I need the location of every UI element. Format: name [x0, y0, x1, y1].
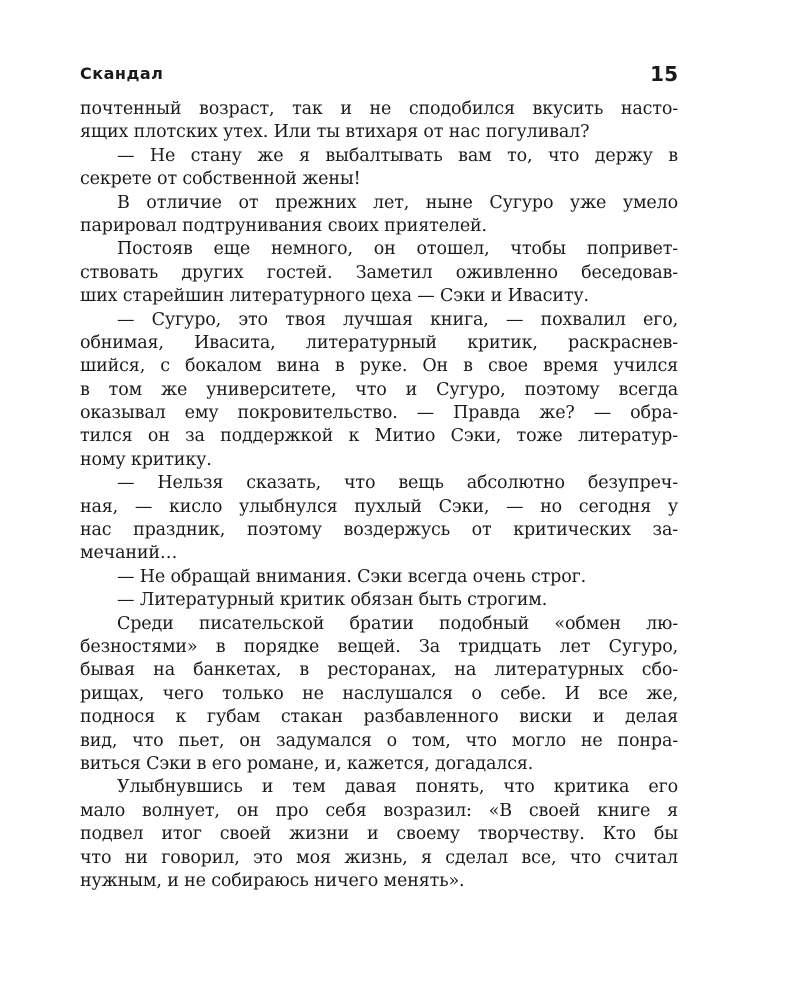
- text-line: оказывал ему покровительство. — Правда же? — обра-: [80, 403, 678, 424]
- text-line: Постояв еще немного, он отошел, чтобы попривет-: [117, 239, 678, 260]
- text-line: в том же университете, что и Сугуро, поэтому всегда: [80, 379, 678, 400]
- chapter-title: Скандал: [80, 64, 164, 83]
- text-line: бывая на банкетах, в ресторанах, на литературных сбо-: [80, 660, 678, 681]
- running-head: [80, 64, 680, 94]
- text-line: парировал подтрунивания своих приятелей.: [80, 215, 487, 236]
- text-line: безностями» в порядке вещей. За тридцать лет Сугуро,: [80, 636, 678, 657]
- text-line: В отличие от прежних лет, ныне Сугуро уже умело: [117, 192, 678, 213]
- text-line: — Не обращай внимания. Сэки всегда очень строг.: [117, 566, 587, 587]
- text-line: Среди писательской братии подобный «обмен лю-: [117, 613, 678, 634]
- text-line: виться Сэки в его романе, и, кажется, догадался.: [80, 753, 534, 774]
- text-line: мало волнует, он про себя возразил: «В своей книге я: [80, 800, 678, 821]
- text-line: ному критику.: [80, 449, 212, 470]
- text-line: рищах, чего только не наслушался о себе. И все же,: [80, 683, 678, 704]
- text-line: Улыбнувшись и тем давая понять, что критика его: [117, 777, 678, 798]
- page-number: 15: [650, 62, 678, 86]
- text-line: нас праздник, поэтому воздержусь от критических за-: [80, 520, 678, 541]
- body-text: [80, 98, 678, 893]
- text-line: тился он за поддержкой к Митио Сэки, тоже литератур-: [80, 426, 678, 447]
- text-line: ших старейшин литературного цеха — Сэки и Иваситу.: [80, 286, 589, 307]
- text-line: что ни говорил, это моя жизнь, я сделал все, что считал: [80, 847, 678, 868]
- text-line: вид, что пьет, он задумался о том, что могло не понра-: [80, 730, 678, 751]
- text-line: поднося к губам стакан разбавленного виски и делая: [80, 707, 678, 728]
- text-line: секрете от собственной жены!: [80, 169, 361, 190]
- text-line: обнимая, Ивасита, литературный критик, раскраснев-: [80, 332, 678, 353]
- text-line: подвел итог своей жизни и своему творчеству. Кто бы: [80, 824, 678, 845]
- text-line: ная, — кисло улыбнулся пухлый Сэки, — но сегодня у: [80, 496, 678, 517]
- text-line: почтенный возраст, так и не сподобился вкусить насто-: [80, 99, 678, 119]
- text-line: ствовать других гостей. Заметил оживленно беседовав-: [80, 262, 678, 283]
- text-line: ящих плотских утех. Или ты втихаря от нас погуливал?: [80, 122, 590, 143]
- text-line: — Сугуро, это твоя лучшая книга, — похвалил его,: [117, 309, 678, 330]
- text-line: — Нельзя сказать, что вещь абсолютно безупреч-: [117, 473, 678, 494]
- text-line: — Литературный критик обязан быть строгим.: [117, 590, 548, 611]
- text-line: шийся, с бокалом вина в руке. Он в свое время учился: [80, 356, 678, 377]
- text-line: мечаний…: [80, 543, 178, 564]
- text-line: — Не стану же я выбалтывать вам то, что держу в: [117, 145, 678, 166]
- text-line: нужным, и не собираюсь ничего менять».: [80, 870, 465, 891]
